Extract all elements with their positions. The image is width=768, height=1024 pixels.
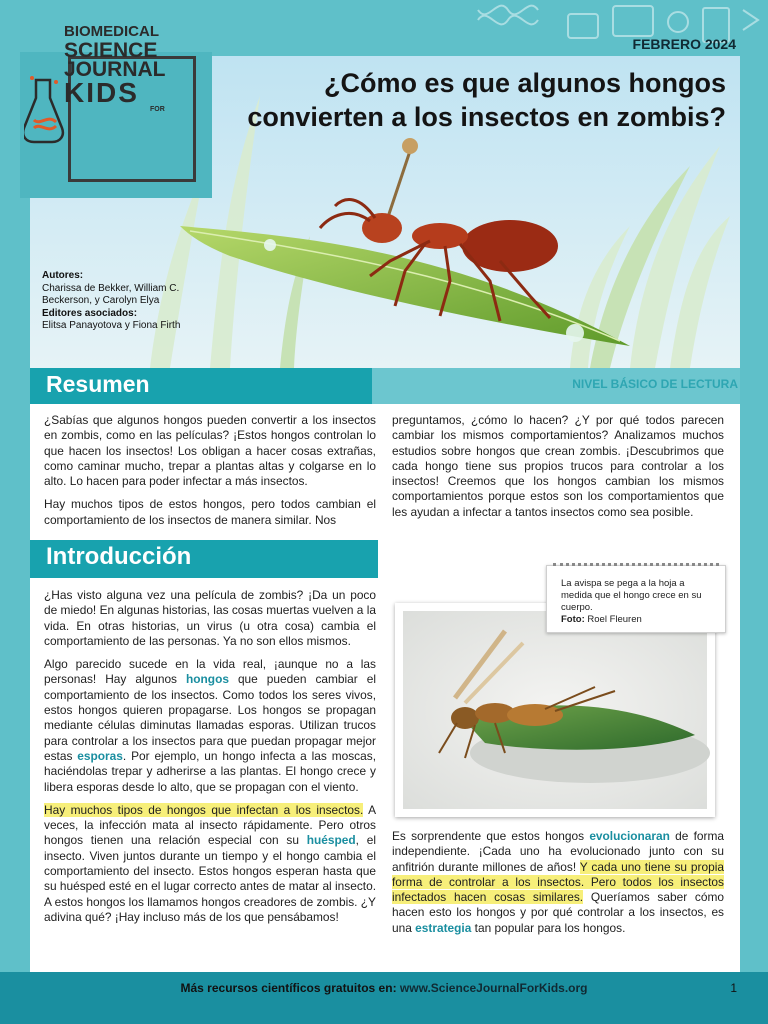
intro-heading: Introducción: [46, 543, 192, 570]
issue-date: FEBRERO 2024: [632, 36, 736, 52]
notepad-dots: [553, 563, 719, 570]
editors-label: Editores asociados:: [42, 307, 138, 319]
logo-for-label: FOR: [150, 106, 165, 113]
keyword-huesped[interactable]: huésped: [306, 833, 356, 848]
resumen-column-left: [44, 413, 376, 536]
footer-bar: [0, 972, 768, 1024]
keyword-esporas[interactable]: esporas: [77, 748, 123, 763]
logo-line-4: KIDS: [64, 77, 139, 108]
intro-p2-text-a: Algo parecido sucede en la vida real, ¡aunque no a las personas! Hay algunos: [44, 657, 376, 687]
editors-names: Elitsa Panayotova y Fiona Firth: [42, 320, 181, 331]
intro-paragraph-4: [392, 829, 724, 936]
highlight-fungi-types: Hay muchos tipos de hongos que infectan a los insectos.: [44, 802, 364, 817]
photo-credit-name: Roel Fleuren: [587, 614, 642, 625]
resumen-paragraph-2: Hay muchos tipos de estos hongos, pero todos cambian el comportamiento de los insectos de manera similar. Nos: [44, 497, 376, 527]
photo-credit-label: Foto:: [561, 614, 585, 625]
keyword-hongos[interactable]: hongos: [186, 672, 229, 687]
authors-label: Autores:: [42, 270, 84, 281]
authors-block: [42, 270, 222, 333]
page-title: [230, 66, 726, 134]
resumen-paragraph-3: preguntamos, ¿cómo lo hacen? ¿Y por qué todos parecen cambiar los mismos comportamientos? Analizamos muchos estudios sobre hongos que crean zombis. ¡Descubrimos que cada hongo tiene sus propios trucos para controlar a los insectos! Creemos que los hongos cambian los mismos comportamientos porque estos son los comportamientos que les ayudan a infectar a tantos insectos como sea posible.: [392, 413, 724, 519]
resumen-paragraph-1: ¿Sabías que algunos hongos pueden convertir a los insectos en zombis, como en las películas? ¡Estos hongos controlan lo que hacen los insectos! Los obligan a hacer cosas extrañas, como caminar mucho, trepar a plantas altas y colgarse en lo alto. Lo hacen para poder infectar a más insectos.: [44, 413, 376, 489]
intro-p3-text-a: A veces, la infección mata al insecto rápidamente. Pero otros hongos tienen una relación especial con su: [44, 802, 377, 848]
keyword-evolucionaran[interactable]: evolucionaran: [589, 829, 670, 843]
resumen-heading: Resumen: [46, 371, 150, 397]
footer-resources: [0, 981, 768, 995]
logo-line-2: SCIENCE: [64, 39, 158, 62]
logo-line-1: BIOMEDICAL: [64, 23, 159, 40]
logo-wordmark: [64, 22, 176, 108]
title-line-2: convierten a los insectos en zombis?: [247, 102, 726, 132]
authors-names: Charissa de Bekker, William C. Beckerson, y Carolyn Elya: [42, 282, 180, 306]
title-line-1: ¿Cómo es que algunos hongos: [323, 68, 726, 98]
wasp-photo: [395, 603, 715, 817]
intro-paragraph-3: [44, 803, 376, 925]
intro-p2-text-c: . Por ejemplo, un hongo infecta a las moscas, haciéndolas trepar y adherirse a las plantas. El hongo crece y libera esporas desde lo alto, que se propagan con el viento.: [44, 748, 376, 794]
caption-text: La avispa se pega a la hoja a medida que el hongo crece en su cuerpo.: [561, 578, 702, 613]
intro-p4-text-a: Es sorprendente que estos hongos: [392, 829, 590, 843]
resumen-column-right: [392, 413, 724, 528]
intro-column-left: [44, 588, 376, 933]
intro-p3-text-b: , el insecto. Viven juntos durante un tiempo y el hongo cambia el comportamiento del insecto. Estos hongos esperan hasta que su huésped esté en el lugar correcto antes de matar al insecto. A estos hongos los llamamos hongos creadores de zombis. ¿Y adivina qué? ¡Hay incluso más de los que pensábamos!: [44, 833, 376, 924]
intro-paragraph-2: [44, 657, 376, 795]
photo-caption: [546, 565, 726, 633]
logo-line-3: JOURNAL: [64, 58, 166, 81]
footer-link[interactable]: www.ScienceJournalForKids.org: [399, 981, 588, 995]
intro-p4-text-c: Queríamos saber cómo hacen esto los hongos y por qué controlar a los insectos, es una: [392, 890, 724, 935]
keyword-estrategia[interactable]: estrategia: [415, 920, 472, 935]
intro-p4-text-d: tan popular para los hongos.: [471, 920, 626, 935]
intro-p4-text-b: de forma independiente. ¡Cada uno ha evolucionado junto con su anfitrión durante millones de años!: [392, 829, 724, 874]
intro-column-right: [392, 829, 724, 944]
page-number: 1: [730, 981, 737, 995]
reading-level-badge: NIVEL BÁSICO DE LECTURA: [572, 377, 738, 391]
footer-label: Más recursos científicos gratuitos en:: [180, 981, 400, 995]
intro-p2-text-b: que pueden cambiar el comportamiento de los insectos. Como todos los seres vivos, estos hongos quieren propagarse. Los hongos se propagan mediante células diminutas llamadas esporas. Utilizan trucos para controlar a los insectos para que puedan propagar mejor estas: [44, 672, 376, 763]
intro-paragraph-1: ¿Has visto alguna vez una película de zombis? ¡Da un poco de miedo! En algunas historias, las cosas muertas vuelven a la vida. En otras historias, un virus (u otra cosa) cambia el comportamiento de las personas. Ya no son ellos mismos.: [44, 588, 376, 648]
highlight-own-way: Y cada uno tiene su propia forma de controlar a los insectos. Pero todos los insectos infectados hacen cosas similares.: [392, 859, 724, 905]
